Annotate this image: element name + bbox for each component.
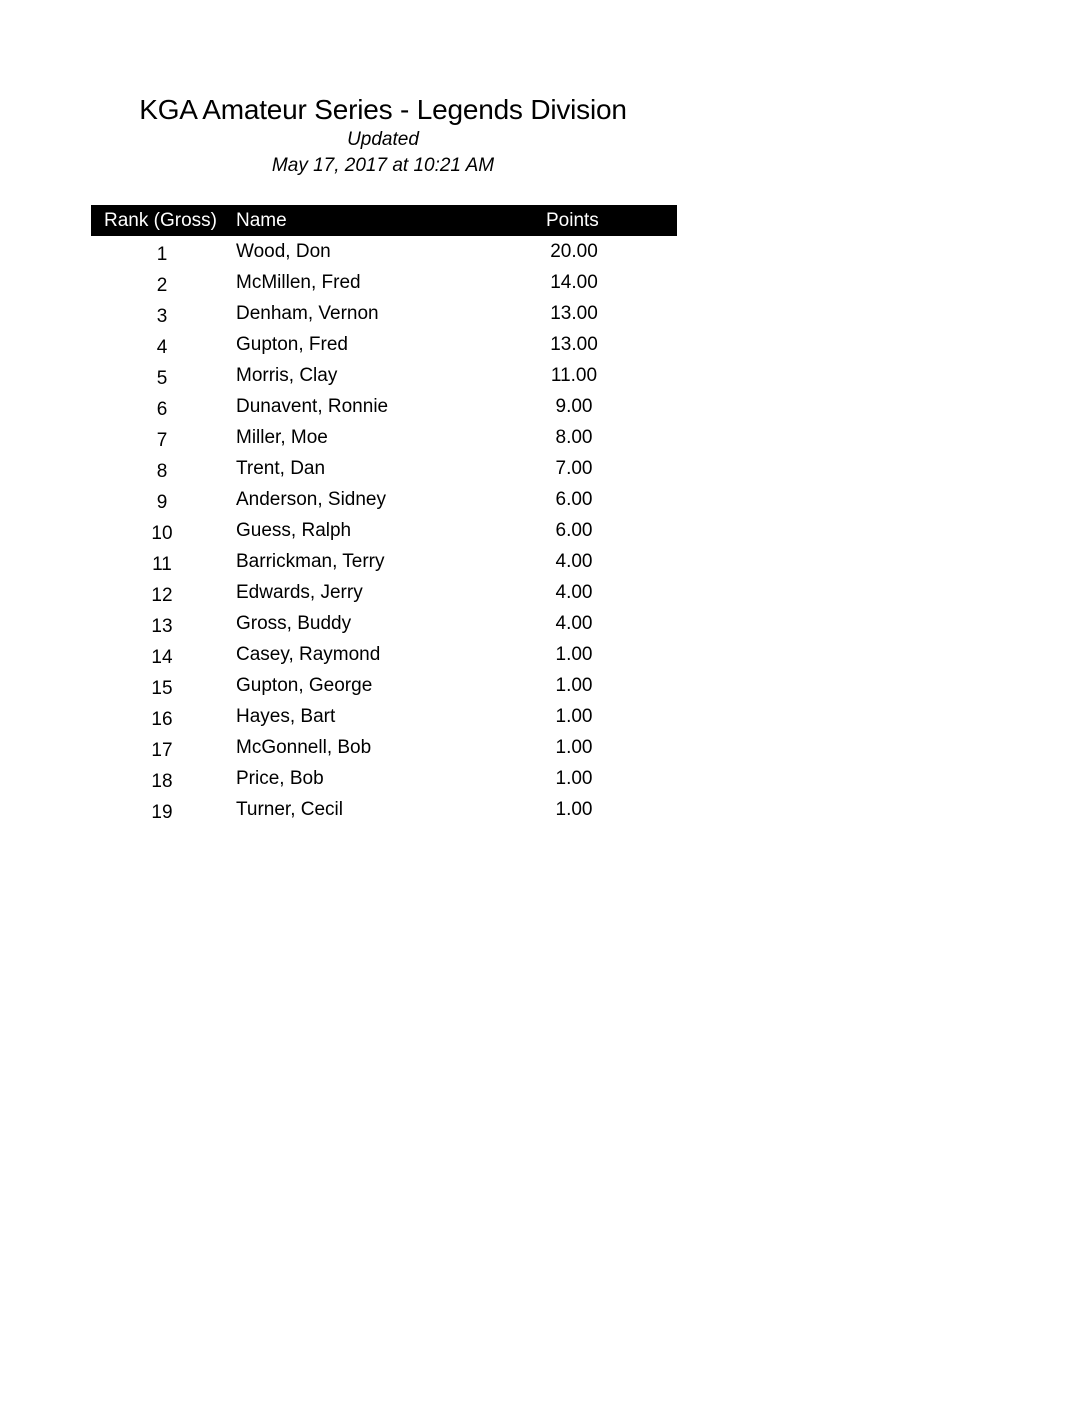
- points-cell: 9.00: [555, 396, 593, 417]
- updated-label: Updated: [347, 129, 419, 150]
- table-row: [91, 298, 677, 329]
- table-row: [91, 515, 677, 546]
- table-row: [91, 484, 677, 515]
- points-cell: 4.00: [555, 582, 593, 603]
- table-row: [91, 267, 677, 298]
- name-cell: Wood, Don: [236, 241, 331, 262]
- points-cell: 8.00: [555, 427, 593, 448]
- rank-cell: 14: [151, 647, 173, 668]
- points-cell: 6.00: [555, 489, 593, 510]
- rank-cell: 17: [151, 740, 173, 761]
- standings-table: [91, 205, 677, 825]
- rank-cell: 5: [156, 368, 168, 389]
- points-cell: 13.00: [550, 334, 598, 355]
- table-row: [91, 670, 677, 701]
- name-cell: McGonnell, Bob: [236, 737, 372, 758]
- name-cell: Gupton, Fred: [236, 334, 348, 355]
- name-cell: Gross, Buddy: [236, 613, 352, 634]
- rank-cell: 4: [156, 337, 168, 358]
- table-row: [91, 763, 677, 794]
- name-cell: Edwards, Jerry: [236, 582, 363, 603]
- name-cell: Miller, Moe: [236, 427, 328, 448]
- table-row: [91, 329, 677, 360]
- points-cell: 4.00: [555, 551, 593, 572]
- name-cell: Guess, Ralph: [236, 520, 352, 541]
- name-cell: Turner, Cecil: [236, 799, 343, 820]
- table-row: [91, 608, 677, 639]
- rank-cell: 19: [151, 802, 173, 823]
- table-row: [91, 701, 677, 732]
- name-cell: McMillen, Fred: [236, 272, 361, 293]
- points-cell: 1.00: [555, 737, 593, 758]
- name-cell: Gupton, George: [236, 675, 373, 696]
- rank-cell: 7: [156, 430, 168, 451]
- points-cell: 1.00: [555, 675, 593, 696]
- table-row: [91, 236, 677, 267]
- rank-cell: 2: [156, 275, 168, 296]
- rank-cell: 18: [151, 771, 173, 792]
- rank-cell: 3: [156, 306, 168, 327]
- name-cell: Dunavent, Ronnie: [236, 396, 389, 417]
- table-row: [91, 794, 677, 825]
- table-row: [91, 360, 677, 391]
- table-row: [91, 546, 677, 577]
- rank-cell: 8: [156, 461, 168, 482]
- points-cell: 7.00: [555, 458, 593, 479]
- points-cell: 20.00: [550, 241, 598, 262]
- name-cell: Denham, Vernon: [236, 303, 379, 324]
- column-header-rank: Rank (Gross): [104, 210, 217, 231]
- table-header: [91, 205, 677, 236]
- updated-timestamp: May 17, 2017 at 10:21 AM: [271, 155, 495, 176]
- points-cell: 1.00: [555, 706, 593, 727]
- name-cell: Price, Bob: [236, 768, 324, 789]
- rank-cell: 15: [151, 678, 173, 699]
- table-row: [91, 391, 677, 422]
- table-row: [91, 732, 677, 763]
- name-cell: Casey, Raymond: [236, 644, 381, 665]
- rank-cell: 13: [151, 616, 173, 637]
- points-cell: 11.00: [550, 365, 598, 386]
- name-cell: Hayes, Bart: [236, 706, 336, 727]
- rank-cell: 1: [156, 244, 168, 265]
- table-row: [91, 453, 677, 484]
- table-row: [91, 577, 677, 608]
- rank-cell: 6: [156, 399, 168, 420]
- points-cell: 1.00: [555, 768, 593, 789]
- points-cell: 6.00: [555, 520, 593, 541]
- page-title: KGA Amateur Series - Legends Division: [139, 94, 627, 125]
- points-cell: 14.00: [550, 272, 598, 293]
- rank-cell: 10: [151, 523, 173, 544]
- points-cell: 13.00: [550, 303, 598, 324]
- table-row: [91, 422, 677, 453]
- column-header-name: Name: [236, 210, 287, 231]
- name-cell: Barrickman, Terry: [236, 551, 385, 572]
- points-cell: 4.00: [555, 613, 593, 634]
- points-cell: 1.00: [555, 644, 593, 665]
- name-cell: Trent, Dan: [236, 458, 326, 479]
- rank-cell: 12: [151, 585, 173, 606]
- points-cell: 1.00: [555, 799, 593, 820]
- name-cell: Morris, Clay: [236, 365, 338, 386]
- rank-cell: 16: [151, 709, 173, 730]
- column-header-points: Points: [546, 210, 599, 231]
- name-cell: Anderson, Sidney: [236, 489, 386, 510]
- table-row: [91, 639, 677, 670]
- rank-cell: 11: [152, 554, 172, 575]
- rank-cell: 9: [156, 492, 168, 513]
